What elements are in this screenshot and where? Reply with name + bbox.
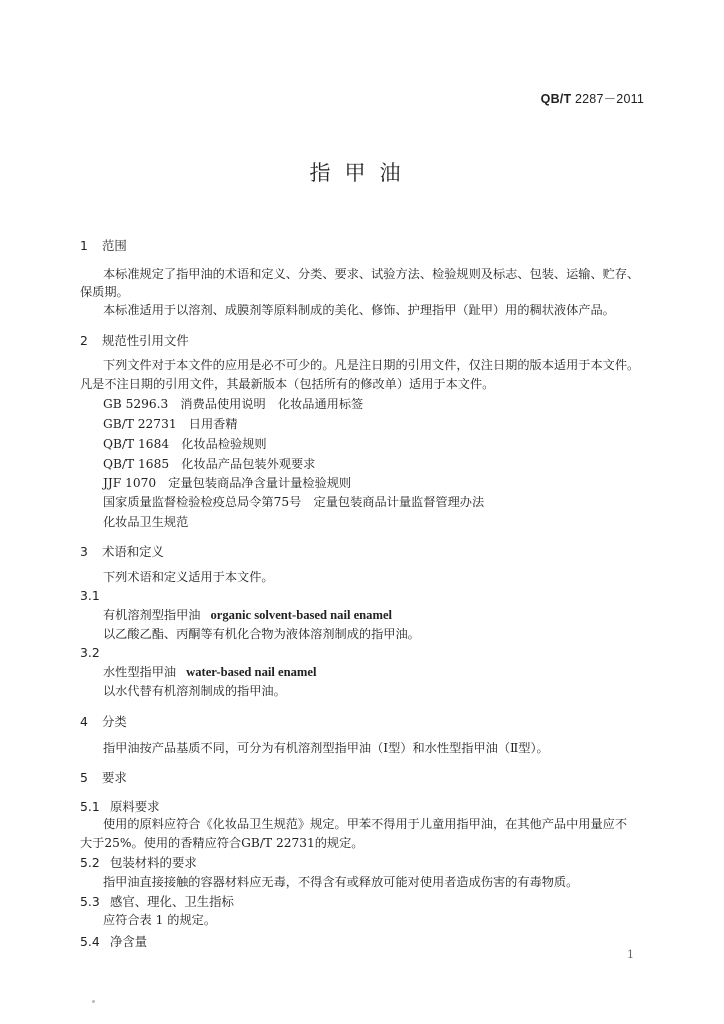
subsection-5-4-heading xyxy=(80,932,147,950)
section-4-paragraph: 指甲油按产品基质不同，可分为有机溶剂型指甲油（Ⅰ型）和水性型指甲油（Ⅱ型）。 xyxy=(103,741,549,755)
page-number: 1 xyxy=(627,948,634,961)
term-name: 有机溶剂型指甲油 xyxy=(103,608,201,622)
term-english-name: organic solvent-based nail enamel xyxy=(210,608,393,622)
standard-code: 2287－2011 xyxy=(575,92,644,106)
subsection-5-3-heading xyxy=(80,892,234,910)
reference-item: GB 5296.3 消费品使用说明 化妆品通用标签 xyxy=(103,397,364,411)
subsection-5-2-paragraph: 指甲油直接接触的容器材料应无毒，不得含有或释放可能对使用者造成伤害的有毒物质。 xyxy=(103,875,579,889)
section-number: 5 xyxy=(80,770,88,785)
subsection-title: 感官、理化、卫生指标 xyxy=(110,894,234,909)
section-number: 4 xyxy=(80,714,88,729)
section-3-paragraph: 下列术语和定义适用于本文件。 xyxy=(103,570,274,584)
section-1-paragraph-1-line-2: 保质期。 xyxy=(80,285,129,299)
subsection-title: 原料要求 xyxy=(110,799,160,814)
reference-item: 国家质量监督检验检疫总局令第75号 定量包装商品计量监督管理办法 xyxy=(103,495,485,509)
section-2-paragraph-line-1: 下列文件对于本文件的应用是必不可少的。凡是注日期的引用文件，仅注日期的版本适用于本文件。 xyxy=(103,358,640,372)
subsection-5-3-paragraph: 应符合表 1 的规定。 xyxy=(103,913,217,927)
standard-number xyxy=(541,89,644,107)
section-title: 术语和定义 xyxy=(102,544,164,559)
section-2-paragraph-line-2: 凡是不注日期的引用文件，其最新版本（包括所有的修改单）适用于本文件。 xyxy=(80,377,495,391)
term-english-name: water-based nail enamel xyxy=(186,665,317,679)
subsection-number: 5.1 xyxy=(80,799,100,814)
standard-prefix: QB/T xyxy=(540,92,572,106)
section-3-heading xyxy=(80,542,164,560)
scan-speck xyxy=(92,1000,95,1003)
term-3-2-definition: 以水代替有机溶剂制成的指甲油。 xyxy=(103,684,286,698)
reference-item: QB/T 1685 化妆品产品包装外观要求 xyxy=(103,457,316,471)
term-3-2-heading xyxy=(103,663,316,680)
section-title: 范围 xyxy=(102,238,127,253)
reference-item: JJF 1070 定量包装商品净含量计量检验规则 xyxy=(103,476,352,490)
subsection-5-1-heading xyxy=(80,797,160,815)
subsection-title: 净含量 xyxy=(110,934,148,949)
term-3-2-number: 3.2 xyxy=(80,645,100,660)
section-1-paragraph-1-line-1: 本标准规定了指甲油的术语和定义、分类、要求、试验方法、检验规则及标志、包装、运输、贮存、 xyxy=(103,267,640,281)
section-number: 3 xyxy=(80,544,88,559)
document-title: 指甲油 xyxy=(309,161,415,185)
subsection-5-1-paragraph-line-2: 大于25%。使用的香精应符合GB/T 22731的规定。 xyxy=(80,836,364,850)
reference-item: 化妆品卫生规范 xyxy=(103,515,189,529)
section-title: 要求 xyxy=(102,770,127,785)
reference-item: GB/T 22731 日用香精 xyxy=(103,417,238,431)
subsection-title: 包装材料的要求 xyxy=(110,855,197,870)
section-title: 规范性引用文件 xyxy=(102,333,189,348)
term-name: 水性型指甲油 xyxy=(103,665,177,679)
subsection-number: 5.3 xyxy=(80,894,100,909)
term-3-1-heading xyxy=(103,606,392,623)
subsection-5-1-paragraph-line-1: 使用的原料应符合《化妆品卫生规范》规定。甲苯不得用于儿童用指甲油，在其他产品中用量应不 xyxy=(103,817,628,831)
section-title: 分类 xyxy=(102,714,127,729)
term-3-1-definition: 以乙酸乙酯、丙酮等有机化合物为液体溶剂制成的指甲油。 xyxy=(103,627,420,641)
subsection-5-2-heading xyxy=(80,853,197,871)
section-number: 2 xyxy=(80,333,88,348)
reference-item: QB/T 1684 化妆品检验规则 xyxy=(103,437,267,451)
subsection-number: 5.2 xyxy=(80,855,100,870)
term-3-1-number: 3.1 xyxy=(80,588,100,603)
section-number: 1 xyxy=(80,238,88,253)
subsection-number: 5.4 xyxy=(80,934,100,949)
section-1-paragraph-2: 本标准适用于以溶剂、成膜剂等原料制成的美化、修饰、护理指甲（趾甲）用的稠状液体产品。 xyxy=(103,303,615,317)
section-4-heading xyxy=(80,712,127,730)
section-5-heading xyxy=(80,768,127,786)
section-2-heading xyxy=(80,331,189,349)
section-1-heading xyxy=(80,236,127,254)
